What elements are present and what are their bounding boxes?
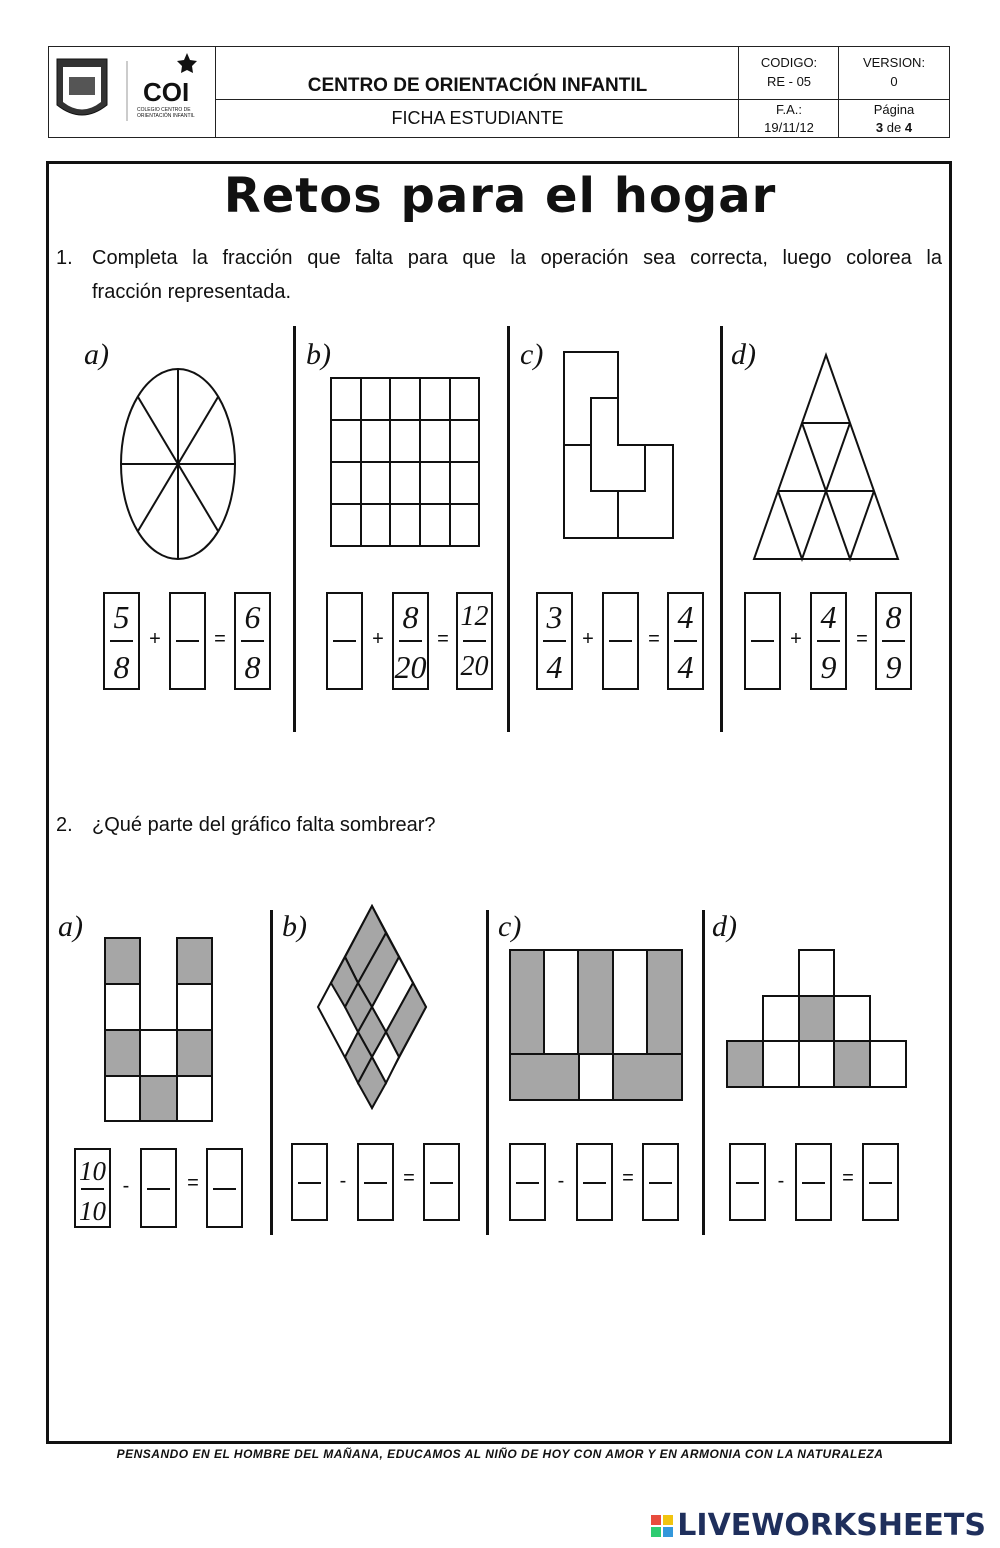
denominator: 20	[394, 649, 427, 685]
q1b-label: b)	[306, 338, 331, 371]
columns-figure	[510, 950, 682, 1100]
page-title: Retos para el hogar	[223, 168, 777, 224]
answer-box[interactable]	[729, 1143, 766, 1221]
minus-sign: -	[777, 1170, 785, 1192]
q1-text-line1: Completa la fracción que falta para que la operación sea correcta, luego colorea la	[92, 247, 942, 269]
denominator: 8	[113, 649, 130, 685]
plus-sign: +	[582, 628, 594, 650]
fraction-bar	[736, 1182, 759, 1184]
plus-sign: +	[149, 628, 161, 650]
denominator: 10	[79, 1196, 106, 1226]
numerator: 4	[820, 599, 837, 635]
numerator: 3	[546, 599, 563, 635]
equals-sign: =	[437, 628, 449, 650]
version-value: 0	[890, 74, 898, 89]
plus-sign: +	[790, 628, 802, 650]
q1c-label: c)	[520, 338, 544, 371]
codigo-label: CODIGO:	[760, 55, 818, 70]
fraction-box	[74, 1148, 111, 1228]
q1-text-line2: fracción representada.	[92, 281, 292, 303]
brand-text: LIVEWORKSHEETS	[677, 1508, 986, 1543]
q1a-label: a)	[84, 338, 109, 371]
fraction-bar	[81, 1188, 104, 1190]
pagina-label: Página	[873, 102, 915, 117]
fraction-bar	[802, 1182, 825, 1184]
answer-box[interactable]	[291, 1143, 328, 1221]
equals-sign: =	[214, 628, 226, 650]
fraction-bar	[364, 1182, 387, 1184]
numerator: 10	[79, 1156, 106, 1186]
numerator: 8	[402, 599, 419, 635]
q2-text: ¿Qué parte del gráfico falta sombrear?	[92, 814, 436, 836]
fraction-bar	[298, 1182, 321, 1184]
fraction-bar	[213, 1188, 236, 1190]
denominator: 4	[546, 649, 563, 685]
numerator: 12	[460, 601, 489, 632]
equals-sign: =	[403, 1167, 415, 1189]
logo-text: COI	[143, 77, 190, 107]
answer-box[interactable]	[576, 1143, 613, 1221]
q2d-label: d)	[712, 910, 737, 943]
liveworksheets-logo-icon	[651, 1510, 673, 1532]
logo-subtext: COLEGIO CENTRO DE ORIENTACIÓN INFANTIL	[137, 107, 195, 119]
fa-value: 19/11/12	[764, 120, 814, 135]
fraction-bar	[869, 1182, 892, 1184]
numerator: 6	[244, 599, 261, 635]
fraction-bar	[430, 1182, 453, 1184]
institution-name: CENTRO DE ORIENTACIÓN INFANTIL	[307, 75, 648, 96]
minus-sign: -	[122, 1175, 130, 1197]
answer-box[interactable]	[140, 1148, 177, 1228]
numerator: 4	[677, 599, 694, 635]
denominator: 20	[460, 651, 489, 682]
equals-sign: =	[187, 1172, 199, 1194]
codigo-value: RE - 05	[766, 74, 812, 89]
footer-motto: PENSANDO EN EL HOMBRE DEL MAÑANA, EDUCAMOS AL NIÑO DE HOY CON AMOR Y EN ARMONIA CON LA NATURALEZA	[116, 1447, 884, 1461]
stairs-figure	[727, 950, 906, 1087]
q2b-label: b)	[282, 910, 307, 943]
q2a-label: a)	[58, 910, 83, 943]
denominator: 8	[244, 649, 261, 685]
answer-box[interactable]	[509, 1143, 546, 1221]
answer-box[interactable]	[423, 1143, 460, 1221]
liveworksheets-brand[interactable]	[651, 1508, 986, 1543]
equals-sign: =	[622, 1167, 634, 1189]
fraction-bar	[583, 1182, 606, 1184]
fa-label: F.A.:	[775, 102, 802, 117]
fraction-bar	[516, 1182, 539, 1184]
document-type: FICHA ESTUDIANTE	[391, 108, 564, 128]
plus-sign: +	[372, 628, 384, 650]
fraction-bar	[649, 1182, 672, 1184]
pagina-number: 3 de 4	[875, 120, 913, 135]
answer-box[interactable]	[642, 1143, 679, 1221]
equals-sign: =	[842, 1167, 854, 1189]
answer-box[interactable]	[206, 1148, 243, 1228]
numerator: 5	[113, 599, 130, 635]
fraction-bar	[147, 1188, 170, 1190]
denominator: 4	[677, 649, 694, 685]
equals-sign: =	[856, 628, 868, 650]
u-shape-figure	[105, 938, 212, 1121]
version-label: VERSION:	[862, 55, 926, 70]
q1d-label: d)	[731, 338, 756, 371]
q1-number: 1.	[56, 247, 73, 269]
q2c-label: c)	[498, 910, 522, 943]
rhombus-figure	[318, 906, 426, 1108]
answer-box[interactable]	[357, 1143, 394, 1221]
minus-sign: -	[339, 1170, 347, 1192]
denominator: 9	[820, 649, 837, 685]
answer-box[interactable]	[795, 1143, 832, 1221]
answer-box[interactable]	[862, 1143, 899, 1221]
denominator: 9	[885, 649, 902, 685]
minus-sign: -	[557, 1170, 565, 1192]
q2-number: 2.	[56, 814, 73, 836]
numerator: 8	[885, 599, 902, 635]
equals-sign: =	[648, 628, 660, 650]
